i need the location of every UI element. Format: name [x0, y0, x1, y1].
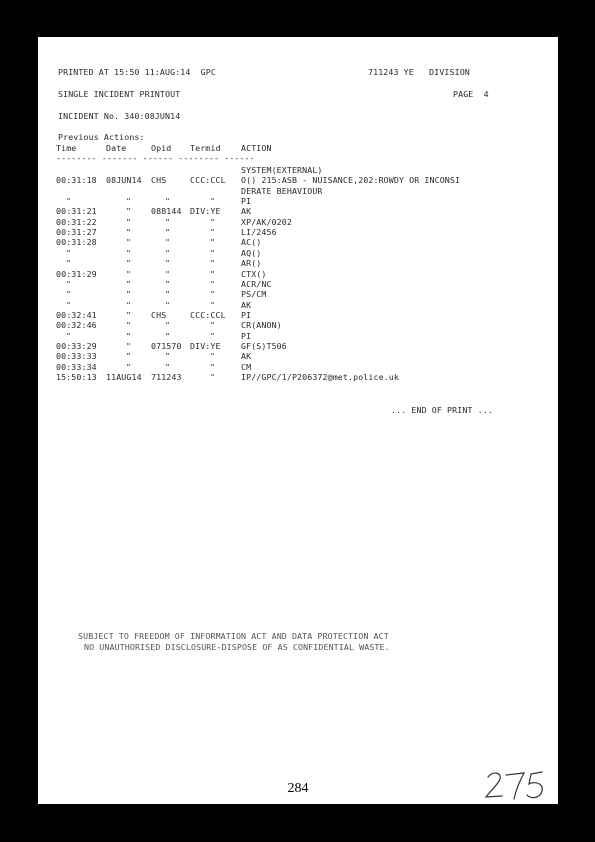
cell-action: PI [241, 196, 252, 207]
cell-action: CM [241, 361, 252, 372]
cell-termid: " [210, 268, 216, 279]
cell-date: " [126, 196, 132, 207]
cell-date: " [126, 258, 132, 269]
cell-termid: " [210, 289, 216, 300]
cell-action: LI/2456 [241, 227, 277, 238]
cell-termid: CCC:CCL [190, 175, 226, 186]
cell-termid: " [210, 320, 216, 331]
cell-date: " [126, 237, 132, 248]
table-row [56, 237, 536, 247]
printout-title: SINGLE INCIDENT PRINTOUT [58, 89, 181, 99]
page-number: 284 [287, 781, 309, 796]
cell-action: GF(S)T506 [241, 340, 287, 351]
table-row [56, 206, 536, 216]
cell-time: 00:33:29 [56, 340, 97, 351]
cell-date: " [126, 340, 132, 351]
cell-date: " [126, 216, 132, 227]
page-label: PAGE 4 [453, 89, 489, 99]
table-row [56, 248, 536, 258]
cell-termid: CCC:CCL [190, 309, 226, 320]
cell-termid: " [210, 196, 216, 207]
cell-action: AR() [241, 258, 262, 269]
cell-opid: " [165, 237, 171, 248]
cell-termid: " [210, 351, 216, 362]
table-row [56, 331, 536, 341]
table-row [56, 320, 536, 330]
cell-termid: " [210, 299, 216, 310]
cell-termid: " [210, 372, 216, 382]
cell-termid: " [210, 278, 216, 289]
cell-time: 00:32:46 [56, 320, 97, 331]
handwritten-page-number [482, 769, 552, 801]
cell-time: " [66, 278, 72, 289]
cell-action: AC() [241, 237, 262, 248]
cell-termid: " [210, 361, 216, 372]
cell-opid: 071570 [151, 340, 182, 351]
cell-opid: " [165, 216, 171, 227]
table-row [56, 196, 536, 206]
cell-opid: " [165, 196, 171, 207]
cell-termid: DIV:YE [190, 206, 221, 217]
cell-opid: " [165, 268, 171, 279]
cell-opid: " [165, 289, 171, 300]
cell-action: PI [241, 330, 252, 341]
cell-time: " [66, 289, 72, 300]
end-of-print: ... END OF PRINT ... [391, 405, 493, 415]
cell-action: AK [241, 206, 252, 217]
col-termid: Termid [190, 143, 221, 153]
cell-date: " [126, 206, 132, 217]
cell-opid: 088144 [151, 206, 182, 217]
document-page [38, 37, 558, 804]
cell-date: " [126, 299, 132, 310]
cell-opid: " [165, 299, 171, 310]
cell-opid: " [165, 351, 171, 362]
footer-line-1: SUBJECT TO FREEDOM OF INFORMATION ACT AND DATA PROTECTION ACT [78, 631, 389, 641]
cell-date: " [126, 320, 132, 331]
col-action: ACTION [241, 143, 272, 153]
cell-opid: " [165, 278, 171, 289]
cell-date: 11AUG14 [106, 372, 142, 382]
cell-opid: CHS [151, 309, 167, 320]
table-row [56, 372, 536, 382]
table-row [56, 351, 536, 361]
printed-at: PRINTED AT 15:50 11:AUG:14 GPC [58, 67, 216, 77]
table-row [56, 227, 536, 237]
cell-termid: " [210, 237, 216, 248]
cell-action: CR(ANON) [241, 320, 282, 331]
division: 711243 YE DIVISION [368, 67, 470, 77]
cell-time: " [66, 258, 72, 269]
previous-actions-label: Previous Actions: [58, 132, 145, 142]
cell-time: " [66, 330, 72, 341]
column-rule: -------- ------- ------ -------- ------ [56, 153, 255, 163]
table-row [56, 175, 536, 185]
cell-opid: " [165, 320, 171, 331]
cell-action: CTX() [241, 268, 267, 279]
cell-action: AK [241, 299, 252, 310]
table-row [56, 217, 536, 227]
cell-action: XP/AK/0202 [241, 216, 292, 227]
cell-opid: " [165, 227, 171, 238]
incident-number: INCIDENT No. 340:08JUN14 [58, 111, 181, 121]
cell-action: ACR/NC [241, 278, 272, 289]
cell-date: " [126, 289, 132, 300]
table-row [56, 269, 536, 279]
table-row [56, 258, 536, 268]
cell-opid: " [165, 361, 171, 372]
cell-time: 00:31:22 [56, 216, 97, 227]
cell-time: " [66, 247, 72, 258]
table-row [56, 186, 536, 196]
col-opid: Opid [151, 143, 172, 153]
cell-termid: " [210, 227, 216, 238]
cell-date: 08JUN14 [106, 175, 142, 186]
cell-termid: " [210, 258, 216, 269]
cell-date: " [126, 227, 132, 238]
cell-date: " [126, 247, 132, 258]
cell-date: " [126, 361, 132, 372]
cell-termid: " [210, 330, 216, 341]
table-row [56, 362, 536, 372]
table-row [56, 300, 536, 310]
cell-opid: " [165, 330, 171, 341]
table-row [56, 341, 536, 351]
cell-action: AK [241, 351, 252, 362]
cell-time: 00:33:33 [56, 351, 97, 362]
col-date: Date [106, 143, 127, 153]
cell-action: DERATE BEHAVIOUR [241, 185, 323, 196]
cell-time: 00:31:29 [56, 268, 97, 279]
cell-time: " [66, 196, 72, 207]
cell-time: 00:32:41 [56, 309, 97, 320]
table-row [56, 279, 536, 289]
cell-opid: " [165, 247, 171, 258]
cell-termid: " [210, 247, 216, 258]
cell-time: 00:33:34 [56, 361, 97, 372]
cell-termid: " [210, 216, 216, 227]
cell-date: " [126, 330, 132, 341]
cell-action: O() 215:ASB - NUISANCE,202:ROWDY OR INCONSI [241, 175, 461, 186]
cell-time: 00:31:18 [56, 175, 97, 186]
table-row [56, 289, 536, 299]
cell-action: AQ() [241, 247, 262, 258]
cell-opid: " [165, 258, 171, 269]
table-row [56, 165, 536, 175]
cell-date: " [126, 351, 132, 362]
col-time: Time [56, 143, 77, 153]
footer-line-2: NO UNAUTHORISED DISCLOSURE-DISPOSE OF AS CONFIDENTIAL WASTE. [84, 642, 390, 652]
cell-time: 00:31:27 [56, 227, 97, 238]
cell-action: PI [241, 309, 252, 320]
cell-date: " [126, 278, 132, 289]
cell-opid: CHS [151, 175, 167, 186]
cell-action: IP//GPC/1/P206372@met.police.uk [241, 372, 399, 382]
cell-action: PS/CM [241, 289, 267, 300]
cell-time: 00:31:21 [56, 206, 97, 217]
cell-time: 15:50:13 [56, 372, 97, 382]
cell-termid: DIV:YE [190, 340, 221, 351]
actions-table [56, 165, 536, 385]
cell-time: " [66, 299, 72, 310]
cell-opid: 711243 [151, 372, 182, 382]
cell-date: " [126, 268, 132, 279]
cell-date: " [126, 309, 132, 320]
table-row [56, 310, 536, 320]
cell-time: 00:31:28 [56, 237, 97, 248]
cell-action: SYSTEM(EXTERNAL) [241, 165, 323, 175]
